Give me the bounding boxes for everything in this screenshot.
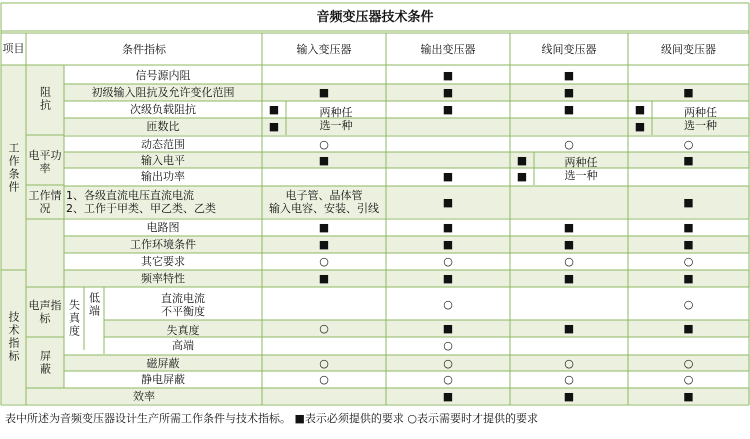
required-mark: ■: [563, 221, 575, 234]
optional-mark: ○: [319, 137, 329, 151]
required-mark: ■: [442, 68, 454, 82]
required-mark: ■: [683, 389, 694, 403]
required-mark: ■: [318, 272, 330, 285]
required-mark: ■: [563, 238, 575, 251]
required-mark: ■: [683, 272, 694, 285]
header-output: 输出变压器: [420, 42, 476, 56]
row-input-level: 输入电平: [141, 153, 185, 167]
required-mark: ■: [634, 120, 646, 133]
optional-mark: ○: [443, 255, 453, 268]
group-work-conditions: 工作条件: [7, 141, 20, 194]
row-efficiency: 效率: [133, 389, 155, 403]
row-source-impedance: 信号源内阻: [135, 68, 191, 82]
row-dynamic-range: 动态范围: [141, 137, 185, 151]
row-primary-impedance: 初级输入阻抗及允许变化范围: [91, 86, 235, 99]
header-indicator: 条件指标: [122, 42, 166, 56]
group-impedance: 阻抗: [38, 86, 52, 112]
required-mark: ■: [683, 153, 694, 167]
group-level-power: 电平功率: [28, 149, 62, 175]
required-mark: ■: [563, 68, 575, 82]
optional-mark: ○: [683, 356, 694, 370]
required-mark: ■: [563, 389, 575, 403]
row-high-end: 高端: [172, 339, 194, 352]
optional-mark: ○: [443, 339, 453, 352]
required-mark: ■: [318, 238, 330, 251]
group-electroacoustic: 电声指标: [28, 299, 62, 325]
group-low-end: 低端: [87, 292, 101, 318]
required-mark: ■: [318, 221, 330, 234]
required-mark: ■: [268, 103, 280, 116]
group-work-status: 工作情况: [28, 189, 62, 215]
group-tech-indicators: 技术指标: [7, 311, 20, 363]
required-mark: ■: [563, 272, 575, 285]
required-mark: ■: [683, 221, 694, 234]
required-mark: ■: [442, 272, 454, 285]
required-mark: ■: [268, 120, 280, 133]
header-line: 线间变压器: [541, 42, 597, 56]
required-mark: ■: [442, 195, 454, 209]
optional-mark: ○: [564, 255, 574, 268]
row-output-power: 输出功率: [141, 170, 185, 183]
input-either-one: 两种任 选一种: [319, 105, 353, 132]
group-shielding: 屏蔽: [38, 350, 52, 376]
required-mark: ■: [442, 238, 454, 251]
required-mark: ■: [442, 86, 454, 99]
optional-mark: ○: [319, 356, 329, 370]
row-magnetic-shield: 磁屏蔽: [146, 356, 180, 370]
interstage-either-one: 两种任 选一种: [684, 105, 717, 132]
optional-mark: ○: [443, 297, 453, 311]
required-mark: ■: [442, 103, 454, 116]
required-mark: ■: [683, 322, 694, 335]
row-work-items: 1、各级直流电压直流电流 2、工作于甲类、甲乙类、乙类: [66, 189, 216, 215]
row-environment: 工作环境条件: [130, 238, 196, 251]
optional-mark: ○: [683, 255, 694, 268]
optional-mark: ○: [564, 137, 574, 151]
row-freq-response: 频率特性: [141, 272, 185, 285]
footnote: 表中所述为音频变压器设计生产所需工作条件与技术指标。 ■表示必须提供的要求 ○表示需要时才提供的要求: [5, 411, 538, 425]
optional-mark: ○: [319, 255, 329, 268]
optional-mark: ○: [564, 356, 574, 370]
row-other: 其它要求: [141, 255, 185, 268]
required-mark: ■: [634, 103, 646, 116]
required-mark: ■: [442, 221, 454, 234]
optional-mark: ○: [683, 372, 694, 386]
row-static-shield: 静电屏蔽: [141, 372, 185, 386]
header-item: 项目: [2, 42, 25, 55]
required-mark: ■: [442, 322, 454, 335]
header-input: 输入变压器: [296, 42, 352, 56]
required-mark: ■: [318, 153, 330, 167]
optional-mark: ○: [564, 372, 574, 386]
required-mark: ■: [683, 238, 694, 251]
optional-mark: ○: [683, 137, 694, 151]
required-mark: ■: [516, 153, 528, 167]
header-interstage: 级间变压器: [661, 42, 716, 56]
optional-mark: ○: [683, 297, 694, 311]
required-mark: ■: [683, 195, 694, 209]
required-mark: ■: [563, 322, 575, 335]
row-dc-current: 直流电流 不平衡度: [161, 292, 205, 318]
required-mark: ■: [318, 86, 330, 99]
required-mark: ■: [442, 389, 454, 403]
required-mark: ■: [563, 103, 575, 116]
row-distortion: 失真度: [166, 323, 200, 337]
group-distortion: 失真度: [67, 299, 81, 338]
optional-mark: ○: [443, 372, 453, 386]
row-circuit: 电路图: [146, 221, 180, 234]
row-secondary-load: 次级负载阻抗: [130, 103, 196, 116]
table-title: 音频变压器技术条件: [316, 9, 434, 25]
input-work-note: 电子管、晶体管 输入电容、安装、引线: [269, 189, 379, 215]
line-either-one: 两种任 选一种: [564, 155, 598, 182]
optional-mark: ○: [319, 322, 329, 335]
optional-mark: ○: [443, 356, 453, 370]
row-turns-ratio: 匝数比: [146, 120, 180, 133]
required-mark: ■: [683, 86, 694, 99]
required-mark: ■: [563, 86, 575, 99]
required-mark: ■: [442, 170, 454, 183]
required-mark: ■: [516, 170, 528, 183]
optional-mark: ○: [319, 372, 329, 386]
